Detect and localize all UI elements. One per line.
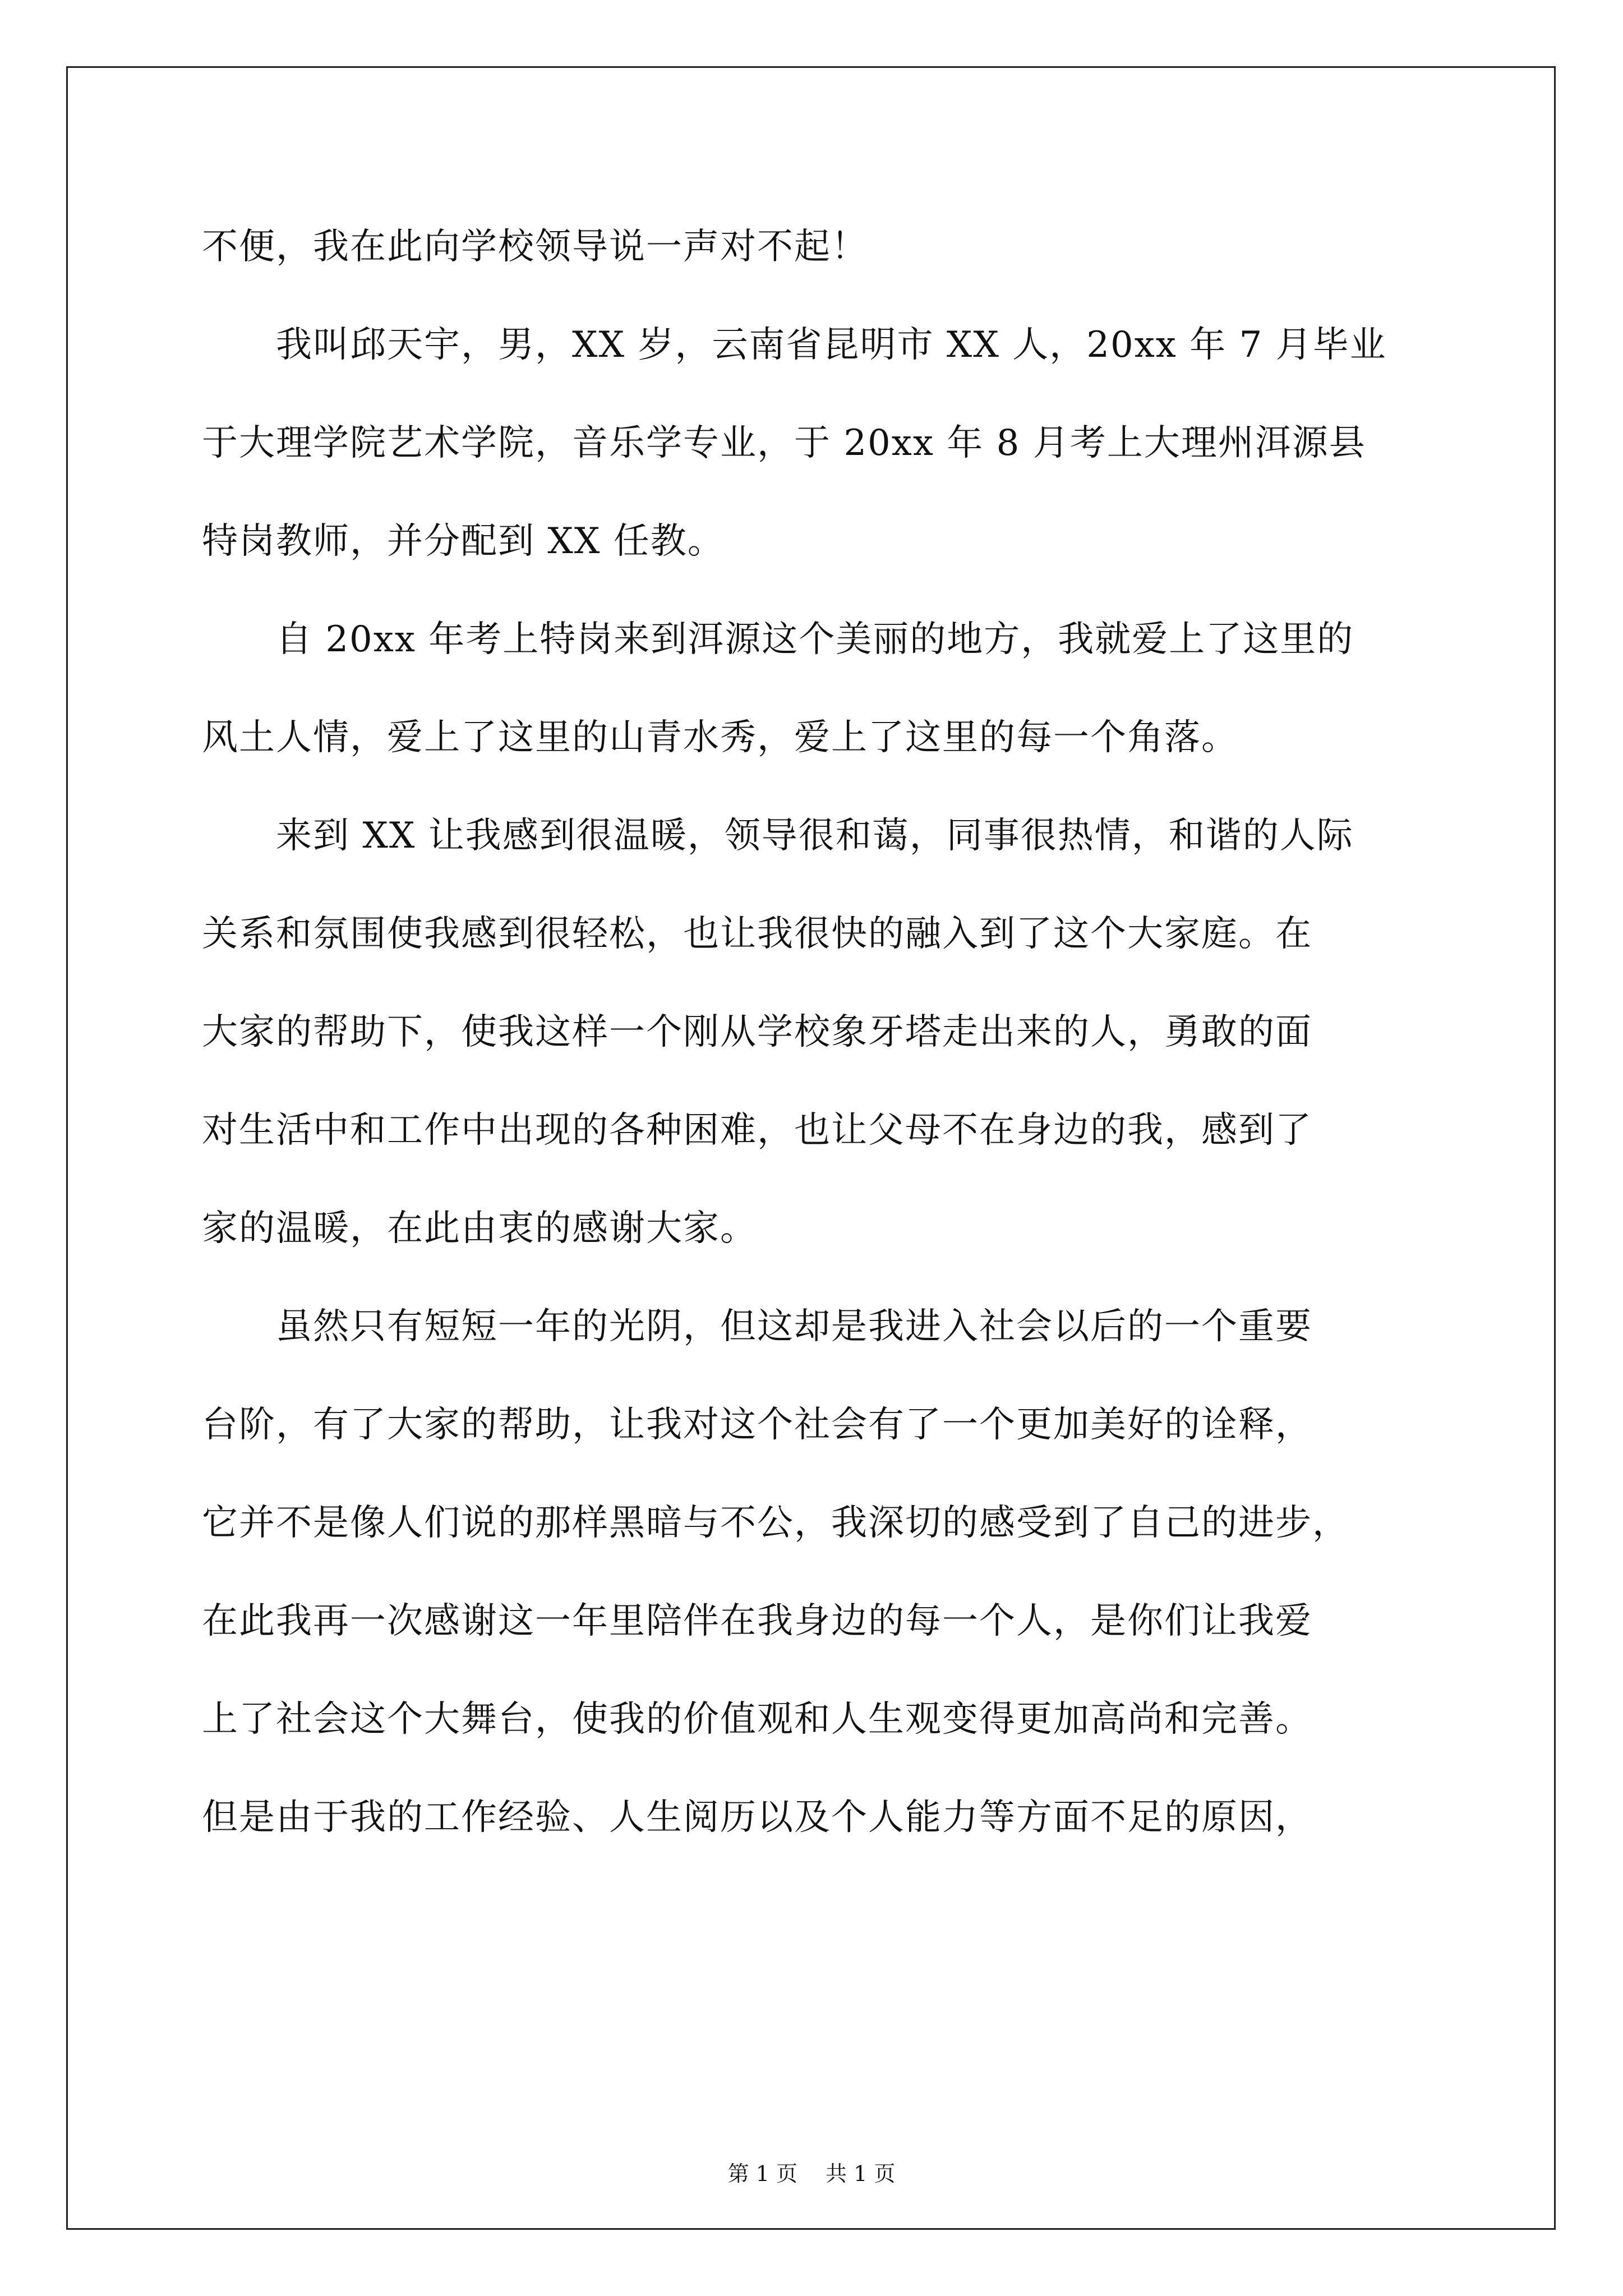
text-line: 在此我再一次感谢这一年里陪伴在我身边的每一个人，是你们让我爱 (202, 1600, 1312, 1642)
text-line: 风土人情，爱上了这里的山青水秀，爱上了这里的每一个角落。 (202, 717, 1238, 758)
text-line: 上了社会这个大舞台，使我的价值观和人生观变得更加高尚和完善。 (202, 1699, 1312, 1740)
page-number: 第 1 页 (727, 2161, 797, 2186)
text-line: 大家的帮助下，使我这样一个刚从学校象牙塔走出来的人，勇敢的面 (202, 1011, 1312, 1053)
text-line: 家的温暖，在此由衷的感谢大家。 (202, 1208, 757, 1249)
text-line: 台阶，有了大家的帮助，让我对这个社会有了一个更加美好的诠释， (202, 1404, 1312, 1446)
text-line: 于大理学院艺术学院，音乐学专业，于 20xx 年 8 月考上大理州洱源县 (202, 422, 1366, 464)
text-line: 来到 XX 让我感到很温暖，领导很和蔼，同事很热情，和谐的人际 (202, 815, 1354, 857)
page-total: 共 1 页 (826, 2161, 896, 2186)
text-line: 但是由于我的工作经验、人生阅历以及个人能力等方面不足的原因， (202, 1797, 1312, 1838)
text-line: 关系和氛围使我感到很轻松，也让我很快的融入到了这个大家庭。在 (202, 913, 1312, 955)
text-line: 它并不是像人们说的那样黑暗与不公，我深切的感受到了自己的进步， (202, 1502, 1349, 1544)
text-line: 自 20xx 年考上特岗来到洱源这个美丽的地方，我就爱上了这里的 (202, 619, 1354, 660)
text-line: 虽然只有短短一年的光阴，但这却是我进入社会以后的一个重要 (202, 1306, 1312, 1347)
text-line: 对生活中和工作中出现的各种困难，也让父母不在身边的我，感到了 (202, 1110, 1312, 1151)
text-line: 我叫邱天宇，男，XX 岁，云南省昆明市 XX 人，20xx 年 7 月毕业 (202, 324, 1387, 366)
text-line: 特岗教师，并分配到 XX 任教。 (202, 521, 725, 562)
page-footer (0, 2160, 1623, 2188)
text-line: 不便，我在此向学校领导说一声对不起！ (202, 226, 868, 268)
